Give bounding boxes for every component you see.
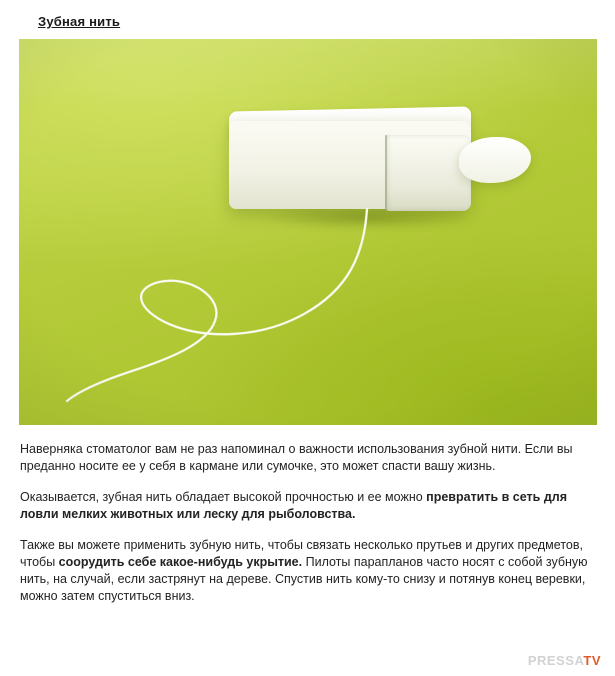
paragraph-3 (20, 537, 595, 605)
page-title: Зубная нить (38, 14, 121, 29)
paragraph-3-text-b: Пилоты парапланов часто носят с собой зубную нить, на случай, если застрянут на дереве. Спустив нить кому-то снизу и потянув конец веревки, можно затем спуститься вниз. (20, 555, 588, 603)
image-vignette (19, 39, 597, 425)
watermark-suffix: TV (583, 653, 601, 668)
paragraph-1-text: Наверняка стоматолог вам не раз напоминал о важности использования зубной нити. Если вы преданно носите ее у себя в кармане или сумочке, это может спасти вашу жизнь. (20, 442, 573, 473)
article-body (18, 425, 597, 605)
paragraph-3-text-a: Также вы можете применить зубную нить, чтобы связать несколько прутьев и других предметов, чтобы (20, 538, 583, 569)
watermark-name: PRESSA (527, 653, 584, 668)
paragraph-1 (20, 441, 595, 475)
paragraph-3-emphasis: соорудить себе какое-нибудь укрытие. (58, 555, 303, 569)
paragraph-2-text: Оказывается, зубная нить обладает высокой прочностью и ее можно (20, 490, 427, 504)
paragraph-2-emphasis: превратить в сеть для ловли мелких животных или леску для рыболовства. (20, 490, 567, 521)
paragraph-2 (20, 489, 595, 523)
site-watermark (528, 653, 601, 668)
article-image (19, 39, 597, 425)
